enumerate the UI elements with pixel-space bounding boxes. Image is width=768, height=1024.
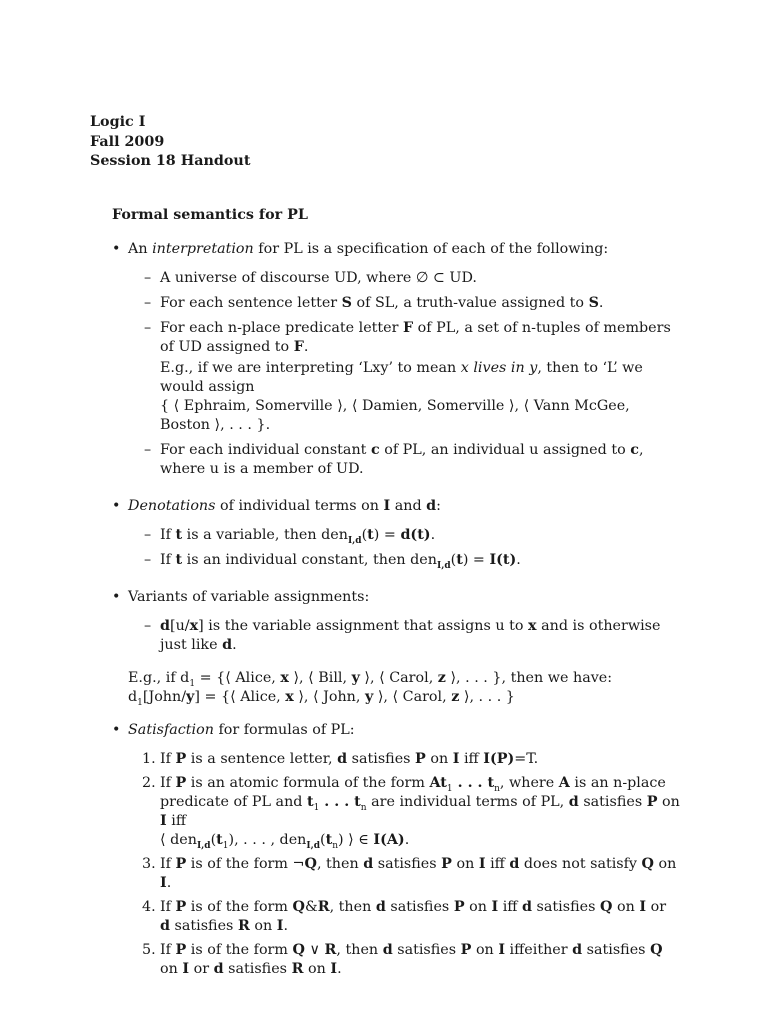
clause-text: satisfies [373, 856, 442, 872]
clause-text: If [160, 942, 176, 958]
clause-text: t [306, 794, 314, 810]
clause-text: P [415, 751, 426, 767]
term: Fall 2009 [90, 133, 165, 150]
clause-text: . [404, 832, 410, 848]
clause-text: satisfies [347, 751, 416, 767]
clause-text: n [494, 783, 500, 794]
handout-content [112, 240, 680, 991]
clause-text: P [646, 794, 658, 810]
clause-text: Q [292, 942, 305, 958]
list-item: 1. If P is a sentence letter, d satisfies P on I iff I(P)=T. [142, 751, 539, 767]
clause-text: d [509, 856, 520, 872]
clause-text: d [213, 961, 224, 977]
clause-text: P [175, 899, 187, 915]
clause-text: , then [329, 899, 376, 915]
list-item: – For each n-place predicate letter F of PL, a set of n-tuples of members of UD assigned to F. E.g., if we are interpreting ‘Lxy’ to mean x lives in y, then to ‘L’ we would assign { ⟨ Ephraim, Somerville ⟩, ⟨ Damien, Somerville ⟩, ⟨ Vann McGee, Boston ⟩, . . . }. [128, 319, 680, 435]
list-item: – d[u/x] is the variable assignment that assigns u to x and is otherwise just like d. [128, 617, 680, 655]
list-item: 5. If P is of the form Q ∨ R, then d satisfies P on I iffeither d satisfies Q on I or d satisfies R on I. [142, 942, 663, 977]
clause-text: iff [498, 899, 523, 915]
clause-text: satisfies [582, 942, 651, 958]
clause-text: P [175, 942, 187, 958]
clause-text: & [304, 899, 318, 915]
clause-text: on [249, 918, 277, 934]
clause-text: d [375, 899, 386, 915]
list-item: 4. If P is of the form Q&R, then d satisfies P on I iff d satisfies Q on I or d satisfies R on I. [142, 899, 667, 934]
clause-text: If [160, 856, 176, 872]
clause-text: satisfies [578, 794, 647, 810]
clause-text: , then [336, 942, 383, 958]
clause-text: d [572, 942, 583, 958]
clause-text: is an n-place predicate of PL and [160, 775, 666, 810]
example-lives-in: E.g., if we are interpreting ‘Lxy’ to mean x lives in y, then to ‘L’ we would assign { ⟨ Ephraim, Somerville ⟩, ⟨ Damien, Somerville ⟩, ⟨ Vann McGee, Boston ⟩, . . . }. [160, 360, 643, 433]
clause-text: on [654, 856, 677, 872]
variants-list [128, 617, 680, 655]
clause-text: Q [599, 899, 613, 915]
clause-text: I,d [196, 840, 211, 851]
list-item: – If t is a variable, then den$_{I,d}$(t) = d(t). [128, 526, 680, 545]
clause-text: is of the form ¬ [186, 856, 305, 872]
clause-text: R [324, 942, 337, 958]
clause-text: I [491, 899, 499, 915]
clause-text: or [189, 961, 214, 977]
clause-text: . [283, 918, 288, 934]
clause-text: satisfies [223, 961, 292, 977]
clause-text: satisfies [392, 942, 461, 958]
satisfaction-list [128, 750, 680, 979]
clause-text: on [612, 899, 640, 915]
bullet-interpretation: • An interpretation for PL is a specification of each of the following: – A universe of discourse UD, where ∅ ⊂ UD. – For each sentence letter S of SL, a truth-value assigned to S. – For each n-place predicate letter F of PL, a set of n-tuples of members of UD assigned to F. E.g., if we are interpreting ‘Lxy’ to mean x lives in y, then to ‘L’ we would assign { ⟨ Ephraim, Somerville ⟩, ⟨ Damien, Somerville ⟩, ⟨ Vann McGee, Boston ⟩, . . . }. – For each individual constant c of PL, an individual u assigned to c, where u is a member of UD. [112, 240, 680, 479]
clause-text: Q [641, 856, 655, 872]
clause-text: I [160, 875, 167, 891]
clause-text: P [175, 751, 187, 767]
clause-text: iffeither [505, 942, 573, 958]
clause-text: I,d [306, 840, 321, 851]
clause-text: on [303, 961, 331, 977]
clause-text: ), . . . , den [228, 832, 307, 848]
clause-text: ⟨ den [160, 832, 197, 848]
clause-text: t [216, 832, 223, 848]
section-title: Formal semantics for PL [112, 207, 308, 223]
clause-text: A [558, 775, 570, 791]
clause-text: I [498, 942, 506, 958]
bullet-variants: • Variants of variable assignments: – d[u/x] is the variable assignment that assigns u to x and is otherwise just like d. [112, 588, 680, 655]
clause-text: . [166, 875, 172, 891]
clause-text: satisfies [385, 899, 454, 915]
clause-text: iff [166, 813, 186, 829]
clause-text: or [646, 899, 667, 915]
clause-text: I [639, 899, 647, 915]
clause-text: Q [650, 942, 663, 958]
clause-text: If [160, 899, 176, 915]
clause-text: R [317, 899, 330, 915]
list-item: 2. If P is an atomic formula of the form $At_1$ . . . $t_n$, where A is an n-place predicate of PL and $t_1$ . . . $t_n$ are individual terms of PL, d satisfies P on I iff ⟨ $den_{I,d}(t_1)$, . . . , $den_{I,d}(t_n)$ ⟩ ∈ I(A). [142, 775, 680, 851]
clause-text: on [464, 899, 492, 915]
clause-text: I [182, 961, 190, 977]
clause-text: P [460, 942, 472, 958]
clause-text: iff [459, 751, 484, 767]
clause-text: are individual terms of PL, [366, 794, 569, 810]
interpretation-list [128, 269, 680, 479]
clause-text: satisfies [170, 918, 238, 934]
denotations-list [128, 526, 680, 570]
clause-text: I(P) [483, 751, 515, 767]
clause-text: ( [210, 832, 217, 848]
clause-text: P [441, 856, 452, 872]
list-item: – If t is an individual constant, then den$_{I,d}$(t) = I(t). [128, 551, 680, 570]
clause-text: P [453, 899, 465, 915]
course-title: Logic I [90, 114, 146, 130]
variants-example: E.g., if $d_1$ = {⟨ Alice, x ⟩, ⟨ Bill, y ⟩, ⟨ Carol, z ⟩, . . . }, then we have: $d_1[John/y]$ = {⟨ Alice, x ⟩, ⟨ John, y ⟩, ⟨ Carol, z ⟩, . . . } [128, 670, 613, 708]
document-header [90, 113, 250, 172]
clause-text: ( [320, 832, 326, 848]
clause-text: on [425, 751, 453, 767]
clause-text: on [451, 856, 479, 872]
clause-text: d [568, 794, 579, 810]
clause-text: n [360, 802, 367, 813]
list-item: 3. If P is of the form ¬Q, then d satisfies P on I iff d does not satisfy Q on I. [142, 856, 677, 891]
clause-text: is a sentence letter, [186, 751, 338, 767]
clause-text: . . . t [452, 775, 495, 791]
clause-text: P [175, 775, 187, 791]
clause-text: Q [292, 899, 305, 915]
clause-text: d [337, 751, 348, 767]
clause-text: t [325, 832, 333, 848]
clause-text: satisfies [532, 899, 600, 915]
clause-text: d [382, 942, 393, 958]
clause-text: . . . t [319, 794, 361, 810]
clause-text: 1 [313, 802, 320, 813]
clause-text: on [160, 961, 183, 977]
clause-text: R [237, 918, 250, 934]
clause-text: ∨ [304, 942, 325, 958]
clause-text: P [175, 856, 187, 872]
clause-text: does not satisfy [519, 856, 642, 872]
clause-text: I [478, 856, 486, 872]
clause-text: , then [316, 856, 364, 872]
clause-text: d [160, 918, 170, 934]
clause-text: I [452, 751, 460, 767]
clause-text: , where [499, 775, 559, 791]
list-item: – For each sentence letter S of SL, a truth-value assigned to S. [128, 294, 680, 313]
clause-text: ) ⟩ ∈ [338, 832, 374, 848]
clause-text: . [337, 961, 342, 977]
clause-text: If [160, 751, 176, 767]
clause-text: is of the form [186, 942, 293, 958]
clause-text: is of the form [186, 899, 293, 915]
clause-text: 1 [446, 783, 453, 794]
clause-text: on [471, 942, 499, 958]
list-item: – A universe of discourse UD, where ∅ ⊂ UD. [128, 269, 680, 288]
clause-text: I [330, 961, 338, 977]
clause-text: I [160, 813, 167, 829]
clause-text: d [522, 899, 533, 915]
clause-text: Q [304, 856, 317, 872]
clause-text: If [160, 775, 176, 791]
clause-text: At [429, 775, 447, 791]
clause-text: iff [485, 856, 510, 872]
list-item: – For each individual constant c of PL, an individual u assigned to c, where u is a member of UD. [128, 441, 680, 479]
bullet-denotations: • Denotations of individual terms on I and d: – If t is a variable, then den$_{I,d}$(t) = d(t). – If t is an individual constant, then den$_{I,d}$(t) = I(t). [112, 497, 680, 570]
session-title: Session 18 Handout [90, 153, 251, 169]
clause-text: d [363, 856, 374, 872]
clause-text: =T. [514, 751, 539, 767]
clause-text: 1 [222, 840, 229, 851]
clause-text: n [332, 840, 338, 851]
clause-text: is an atomic formula of the form [186, 775, 430, 791]
clause-text: I [276, 918, 284, 934]
bullet-satisfaction: • Satisfaction for formulas of PL: 1. If P is a sentence letter, d satisfies P on I iff I(P)=T. 2. If P is an atomic formula of the form $At_1$ . . . $t_n$, where A is an n-place predicate of PL and $t_1$ . . . $t_n$ are individual terms of PL, d satisfies P on I iff ⟨ $den_{I,d}(t_1)$, . . . , $den_{I,d}(t_n)$ ⟩ ∈ I(A). 3. If P is of the form ¬Q, then d satisfies P on I iff d does not satisfy Q on I. 4. If P is of the form Q&R, then d satisfies P on I iff d satisfies Q on I or d satisfies R on I. 5. If P is of the form Q ∨ R, then d satisfies P on I iffeither d satisfies Q on I or d satisfies R on I. [112, 721, 680, 979]
clause-text: I(A) [373, 832, 405, 848]
clause-text: R [291, 961, 304, 977]
clause-text: on [657, 794, 680, 810]
